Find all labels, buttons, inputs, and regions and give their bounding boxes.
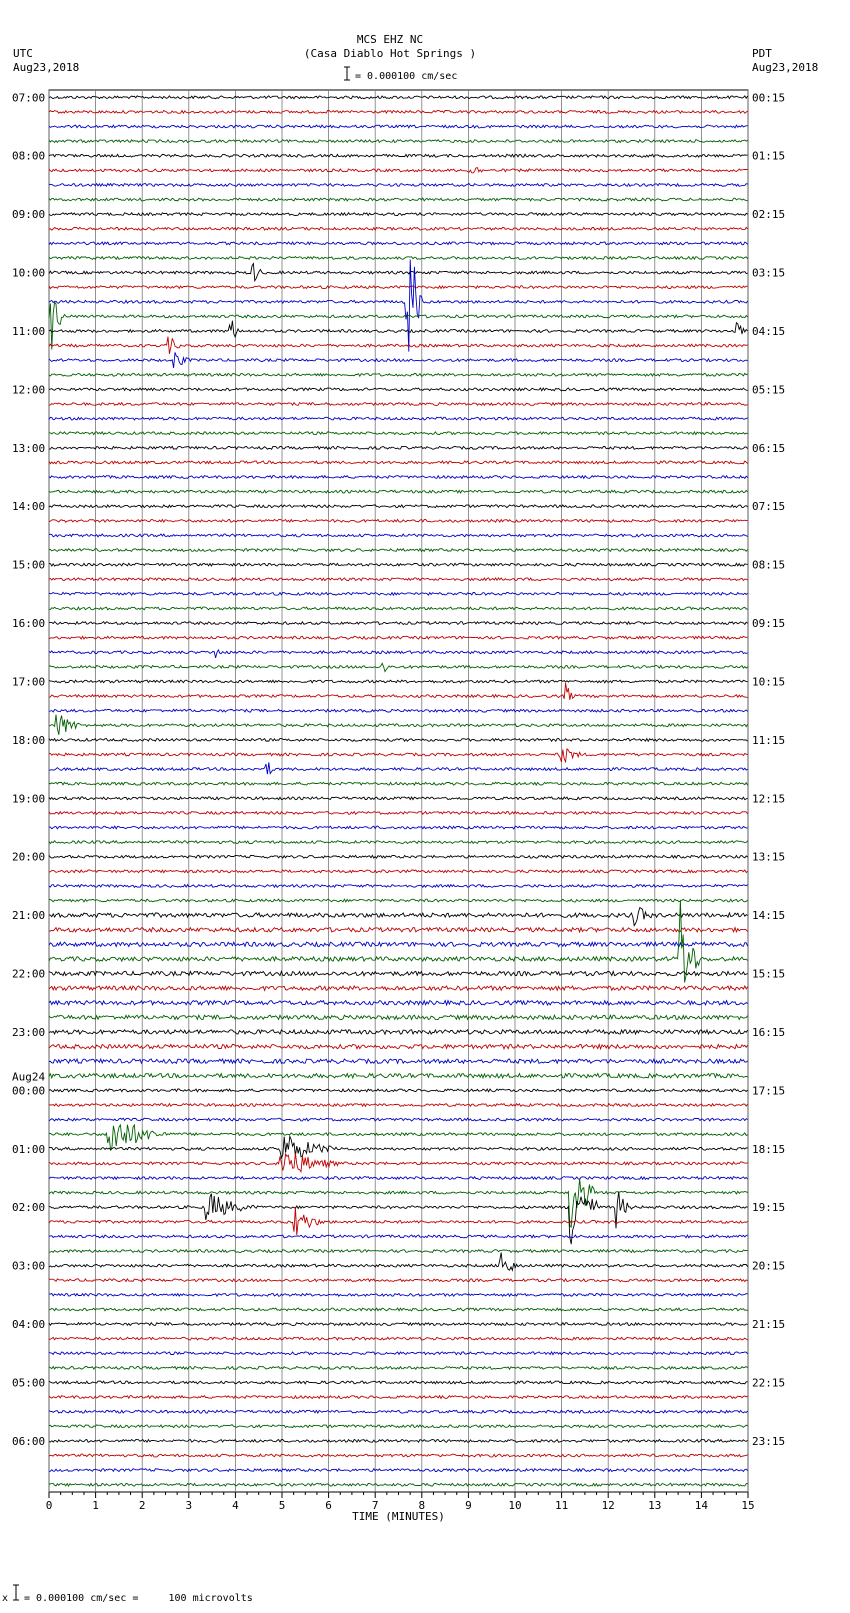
x-tick-label: 7 [371,1499,379,1512]
pdt-hour-label: 17:15 [752,1084,786,1098]
pdt-hour-label: 02:15 [752,208,786,222]
pdt-hour-label: 15:15 [752,967,786,981]
pdt-hour-label: 13:15 [752,850,786,864]
x-tick-label: 0 [45,1499,53,1512]
site-name: (Casa Diablo Hot Springs ) [303,47,477,60]
utc-hour-label: 11:00 [12,324,46,338]
trace-row [49,321,748,337]
utc-hour-label: 10:00 [12,266,46,280]
pdt-hour-label: 03:15 [752,266,786,280]
trace-row [49,476,748,479]
trace-row [49,885,748,888]
trace-row [49,227,748,230]
x-tick-label: 14 [694,1499,709,1512]
utc-hour-label: 23:00 [12,1025,46,1039]
trace-row [49,286,748,289]
pdt-hour-label: 22:15 [752,1376,786,1390]
x-tick-label: 15 [741,1499,755,1512]
trace-row [49,1381,748,1384]
trace-row [49,1425,748,1428]
utc-hour-label: 15:00 [12,558,46,572]
trace-row [49,446,748,449]
trace-row [49,1279,748,1282]
utc-hour-label: 00:00 [12,1084,46,1098]
pdt-hour-label: 23:15 [752,1434,786,1448]
utc-hour-label: 09:00 [12,208,46,222]
trace-row [49,1001,748,1005]
x-tick-label: 5 [278,1499,286,1512]
utc-hour-label: 18:00 [12,733,46,747]
utc-hour-label: 20:00 [12,850,46,864]
pdt-hour-label: 06:15 [752,441,786,455]
trace-row [49,1118,748,1121]
trace-row [49,403,748,406]
trace-row [49,302,748,349]
trace-row [49,1235,748,1238]
trace-row [49,563,748,566]
trace-row [49,520,748,523]
trace-row [49,636,748,639]
trace-row [49,1089,748,1092]
pdt-hour-label: 07:15 [752,500,786,514]
utc-hour-label: 01:00 [12,1142,46,1156]
trace-row [49,1179,748,1228]
pdt-hour-label: 20:15 [752,1259,786,1273]
pdt-hour-label: 00:15 [752,91,786,105]
pdt-hour-label: 18:15 [752,1142,786,1156]
pdt-hour-label: 04:15 [752,324,786,338]
footer-scale-label: = 0.000100 cm/sec = 100 microvolts [24,1593,253,1604]
trace-row [49,841,748,844]
trace-row [49,908,748,926]
trace-row [49,111,748,114]
trace-row [49,125,748,128]
x-tick-label: 2 [138,1499,146,1512]
trace-row [49,337,748,354]
x-tick-label: 13 [648,1499,662,1512]
utc-hour-label: 07:00 [12,91,46,105]
trace-row [49,1253,748,1271]
trace-row [49,971,748,975]
utc-date-label: Aug24 [12,1070,46,1084]
pdt-hour-label: 09:15 [752,617,786,631]
trace-row [49,1293,748,1296]
trace-row [49,1136,748,1157]
trace-row [49,592,748,595]
trace-row [49,1323,748,1326]
trace-row [49,986,748,990]
pdt-hour-label: 19:15 [752,1201,786,1215]
trace-row [49,899,748,902]
right-timezone: PDT [752,47,772,60]
trace-row [49,812,748,815]
trace-row [49,650,748,658]
trace-row [49,607,748,610]
trace-row [49,1250,748,1253]
trace-row [49,1044,748,1048]
trace-row [49,1308,748,1311]
x-tick-label: 8 [418,1499,426,1512]
right-date: Aug23,2018 [752,61,819,74]
pdt-hour-label: 12:15 [752,792,786,806]
trace-row [49,1440,748,1443]
x-tick-label: 9 [465,1499,472,1512]
trace-row [49,782,748,785]
trace-row [49,1074,748,1078]
trace-row [49,505,748,508]
x-tick-label: 12 [601,1499,615,1512]
trace-row [49,1396,748,1399]
utc-hour-label: 16:00 [12,617,46,631]
pdt-hour-label: 05:15 [752,383,786,397]
trace-row [49,1454,748,1457]
utc-hour-label: 21:00 [12,909,46,923]
utc-hour-label: 19:00 [12,792,46,806]
trace-row [49,373,748,376]
trace-row [49,198,748,201]
utc-hour-label: 02:00 [12,1201,46,1215]
utc-hour-label: 14:00 [12,500,46,514]
trace-row [49,709,748,712]
pdt-hour-label: 01:15 [752,149,786,163]
utc-hour-label: 05:00 [12,1376,46,1390]
trace-row [49,213,748,216]
trace-row [49,578,748,581]
trace-row [49,534,748,537]
trace-row [49,928,748,932]
trace-row [49,388,748,391]
trace-row [49,762,748,774]
trace-row [49,826,748,829]
pdt-hour-label: 08:15 [752,558,786,572]
trace-row [49,739,748,742]
pdt-hour-label: 14:15 [752,909,786,923]
x-tick-label: 1 [92,1499,99,1512]
trace-row [49,1153,748,1172]
left-timezone: UTC [13,47,33,60]
trace-row [49,1125,748,1151]
utc-hour-label: 06:00 [12,1434,46,1448]
trace-row [49,1207,748,1235]
utc-hour-label: 03:00 [12,1259,46,1273]
pdt-hour-label: 16:15 [752,1025,786,1039]
scale-label: = 0.000100 cm/sec [355,71,458,82]
x-tick-label: 10 [508,1499,522,1512]
trace-row [49,855,748,858]
trace-row [49,461,748,464]
utc-hour-label: 12:00 [12,383,46,397]
trace-row [49,1367,748,1370]
trace-row [49,1030,748,1034]
trace-row [49,490,748,493]
trace-row [49,184,748,187]
trace-row [49,168,748,173]
trace-row [49,417,748,420]
trace-row [49,683,748,700]
pdt-hour-label: 21:15 [752,1318,786,1332]
trace-row [49,1410,748,1413]
trace-row [49,1483,748,1486]
x-tick-label: 4 [232,1499,239,1512]
x-tick-label: 3 [185,1499,193,1512]
footer-scale-mark: x [2,1593,9,1604]
trace-row [49,242,748,245]
trace-row [49,96,748,99]
trace-row [49,154,748,157]
utc-hour-label: 13:00 [12,441,46,455]
trace-row [49,1469,748,1472]
trace-row [49,797,748,800]
trace-row [49,549,748,552]
utc-hour-label: 22:00 [12,967,46,981]
trace-row [49,140,748,143]
trace-row [49,1337,748,1340]
trace-row [49,1352,748,1355]
x-tick-label: 6 [325,1499,332,1512]
trace-row [49,942,748,946]
trace-row [49,1059,748,1063]
utc-hour-label: 17:00 [12,675,46,689]
pdt-hour-label: 11:15 [752,733,786,747]
utc-hour-label: 08:00 [12,149,46,163]
trace-row [49,257,748,260]
trace-row [49,715,748,735]
trace-row [49,1015,748,1019]
trace-row [49,663,748,671]
trace-row [49,749,748,762]
trace-row [49,264,748,281]
left-date: Aug23,2018 [13,61,80,74]
trace-row [49,870,748,873]
trace-row [49,622,748,625]
pdt-hour-label: 10:15 [752,675,786,689]
trace-row [49,432,748,435]
x-axis-label: TIME (MINUTES) [352,1510,445,1523]
trace-row [49,1104,748,1107]
x-tick-label: 11 [554,1499,569,1512]
utc-hour-label: 04:00 [12,1318,46,1332]
trace-row [49,352,748,368]
station-title: MCS EHZ NC [356,33,424,46]
trace-row [49,680,748,683]
trace-row [49,1177,748,1180]
